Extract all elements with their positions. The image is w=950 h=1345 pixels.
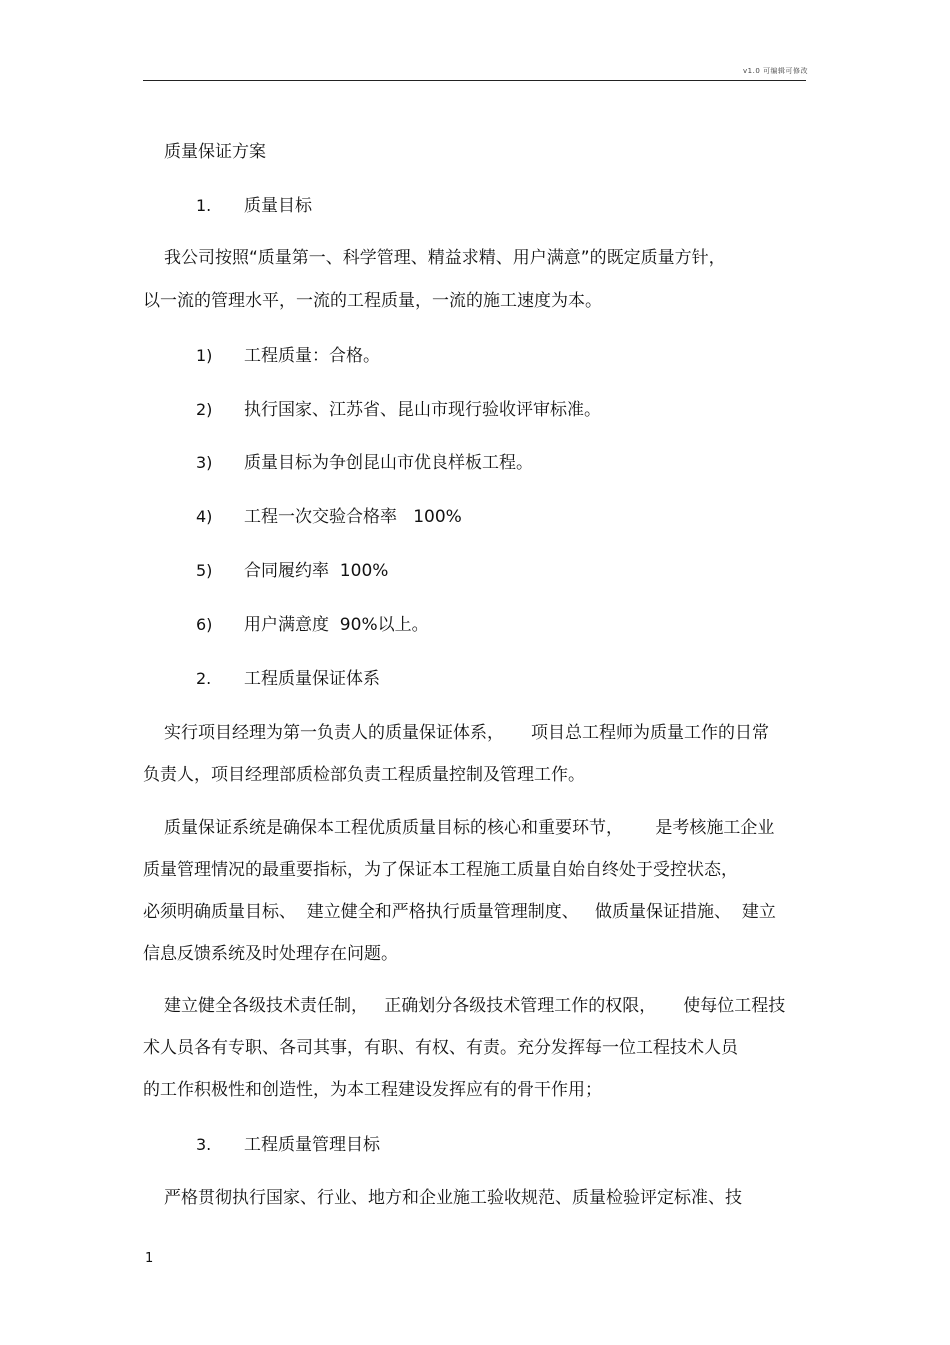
paragraph-2-line-2: 负责人，项目经理部质检部负责工程质量控制及管理工作。 [143, 765, 585, 785]
paragraph-5-line-1: 严格贯彻执行国家、行业、地方和企业施工验收规范、质量检验评定标准、技 [164, 1188, 742, 1208]
item-1-number: 1) [196, 346, 213, 365]
paragraph-3-line-1: 质量保证系统是确保本工程优质质量目标的核心和重要环节， 是考核施工企业 [164, 818, 775, 838]
paragraph-4-line-3: 的工作积极性和创造性，为本工程建设发挥应有的骨干作用； [143, 1080, 602, 1100]
header-note: v1.0 可编辑可修改 [743, 67, 808, 75]
section-3-number: 3. [196, 1135, 212, 1154]
item-4-number: 4) [196, 507, 213, 526]
item-2-number: 2) [196, 400, 213, 419]
section-1-heading: 质量目标 [244, 196, 312, 216]
paragraph-3-line-4: 信息反馈系统及时处理存在问题。 [143, 944, 398, 964]
paragraph-1-line-2: 以一流的管理水平，一流的工程质量，一流的施工速度为本。 [143, 291, 602, 311]
item-6-number: 6) [196, 615, 213, 634]
paragraph-4-line-2: 术人员各有专职、各司其事，有职、有权、有责。充分发挥每一位工程技术人员 [143, 1038, 738, 1058]
item-5-number: 5) [196, 561, 213, 580]
item-1-text: 工程质量：合格。 [244, 346, 380, 366]
item-4-text: 工程一次交验合格率 100% [244, 507, 462, 527]
section-2-heading: 工程质量保证体系 [244, 669, 380, 689]
section-1-number: 1. [196, 196, 212, 215]
item-6-text: 用户满意度 90%以上。 [244, 615, 429, 635]
document-title: 质量保证方案 [164, 142, 266, 162]
section-3-heading: 工程质量管理目标 [244, 1135, 380, 1155]
item-2-text: 执行国家、江苏省、昆山市现行验收评审标准。 [244, 400, 601, 420]
paragraph-4-line-1: 建立健全各级技术责任制， 正确划分各级技术管理工作的权限， 使每位工程技 [164, 996, 786, 1016]
item-3-number: 3) [196, 453, 213, 472]
item-3-text: 质量目标为争创昆山市优良样板工程。 [244, 453, 533, 473]
header-rule [143, 80, 806, 81]
paragraph-1-line-1: 我公司按照“质量第一、科学管理、精益求精、用户满意”的既定质量方针， [164, 248, 726, 268]
item-5-text: 合同履约率 100% [244, 561, 389, 581]
page-number: 1 [145, 1251, 154, 1266]
paragraph-2-line-1: 实行项目经理为第一负责人的质量保证体系， 项目总工程师为质量工作的日常 [164, 723, 770, 743]
paragraph-3-line-3: 必须明确质量目标、 建立健全和严格执行质量管理制度、 做质量保证措施、 建立 [143, 902, 776, 922]
paragraph-3-line-2: 质量管理情况的最重要指标，为了保证本工程施工质量自始自终处于受控状态， [143, 860, 738, 880]
section-2-number: 2. [196, 669, 212, 688]
